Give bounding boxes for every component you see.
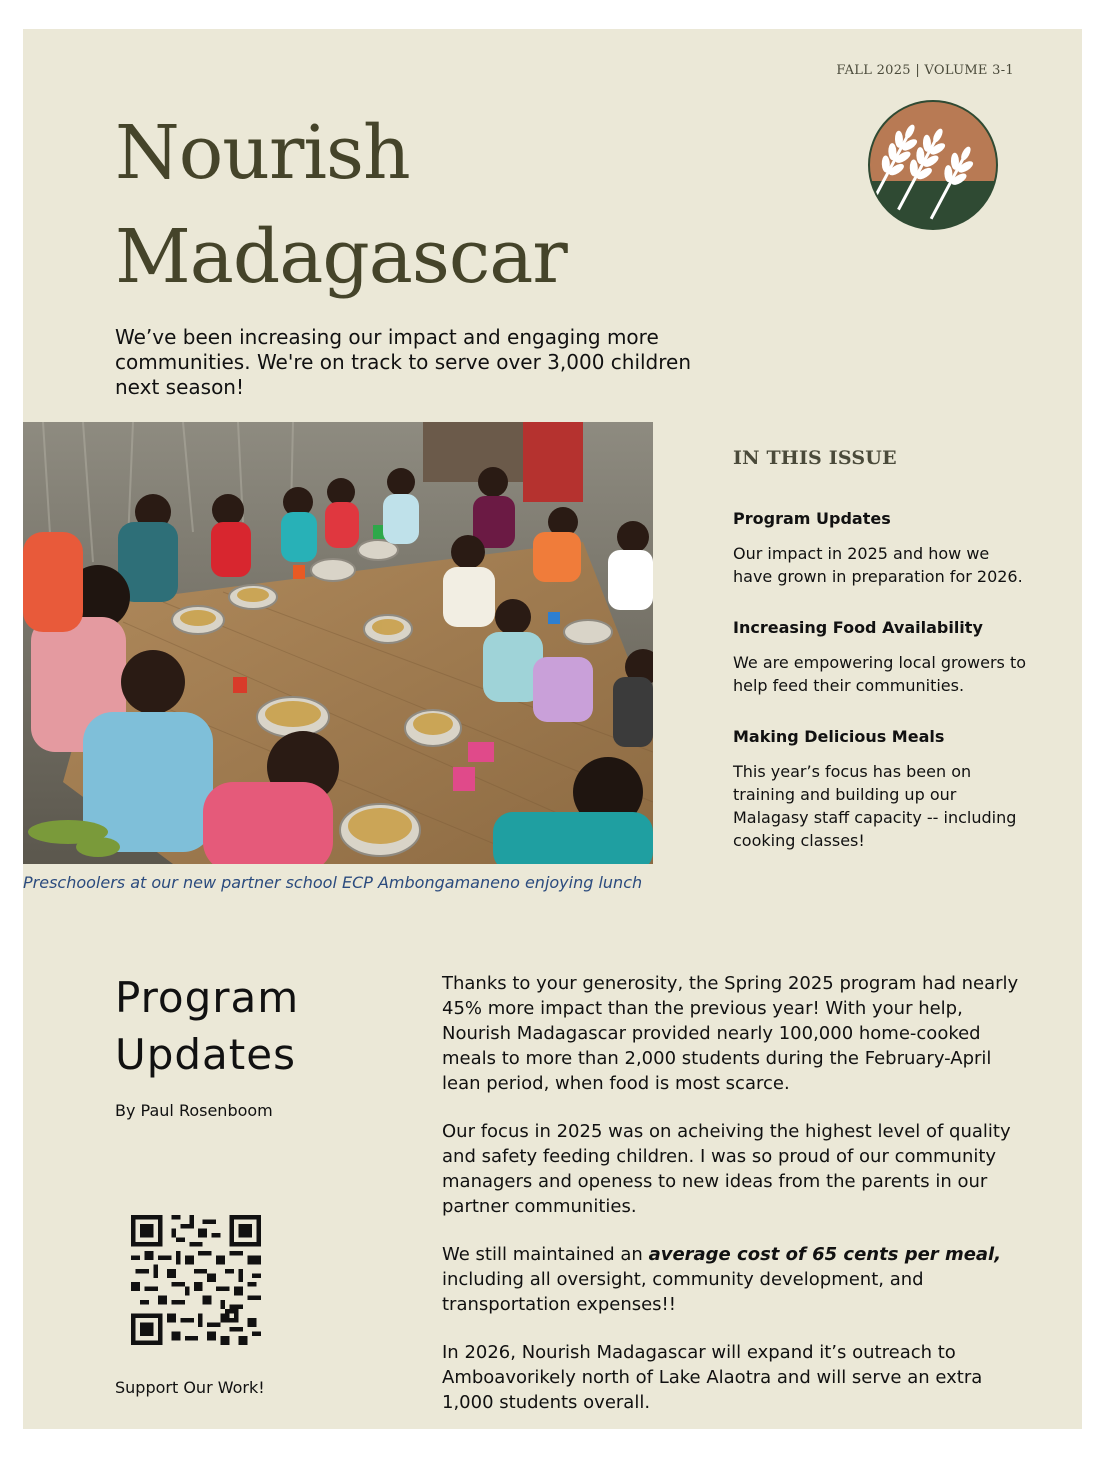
children-eating-photo	[23, 422, 653, 864]
title-line-1: Nourish	[115, 110, 410, 196]
cost-emphasis: average cost of 65 cents per meal,	[648, 1244, 1002, 1265]
toc-item-text: We are empowering local growers to help feed their communities.	[733, 653, 1027, 695]
article-paragraph-3	[442, 1242, 1032, 1317]
support-text: Support Our Work!	[115, 1378, 265, 1397]
toc-item	[733, 727, 1033, 852]
title-line-2: Madagascar	[115, 214, 567, 300]
toc-heading: IN THIS ISSUE	[733, 447, 897, 469]
article-paragraph-2: Our focus in 2025 was on acheiving the highest level of quality and safety feeding children. I was so proud of our community managers and openess to new ideas from the parents in our partner communities.	[442, 1121, 1011, 1217]
section-title-line-2: Updates	[115, 1030, 296, 1079]
newsletter-title	[115, 101, 567, 309]
article-p3-before: We still maintained an	[442, 1244, 649, 1265]
issue-line: FALL 2025 | VOLUME 3-1	[836, 63, 1014, 78]
intro-text: We’ve been increasing our impact and engaging more communities. We're on track to serve over 3,000 children next season!	[115, 325, 692, 399]
article-paragraph-4: In 2026, Nourish Madagascar will expand it’s outreach to Amboavorikely north of Lake Alaotra and will serve an extra 1,000 students overall.	[442, 1342, 983, 1413]
toc-item	[733, 618, 1033, 697]
toc-item-text: Our impact in 2025 and how we have grown in preparation for 2026.	[733, 544, 1023, 586]
section-title	[115, 969, 299, 1083]
toc-item-title: Program Updates	[733, 509, 891, 528]
article-p3-after: including all oversight, community development, and transportation expenses!!	[442, 1269, 924, 1315]
article-paragraph-1: Thanks to your generosity, the Spring 2025 program had nearly 45% more impact than the previous year! With your help, Nourish Madagascar provided nearly 100,000 home-cooked meals to more than 2,000 students during the February-April lean period, when food is most scarce.	[442, 973, 1019, 1094]
newsletter-page	[23, 29, 1082, 1429]
toc-item-title: Making Delicious Meals	[733, 727, 945, 746]
byline: By Paul Rosenboom	[115, 1101, 273, 1120]
article-body	[442, 971, 1032, 1438]
wheat-logo-icon	[866, 95, 1000, 235]
toc-item	[733, 509, 1033, 588]
photo-caption: Preschoolers at our new partner school ECP Ambongamaneno enjoying lunch	[23, 873, 643, 892]
toc-item-text: This year’s focus has been on training and building up our Malagasy staff capacity -- including cooking classes!	[733, 762, 1017, 850]
qr-code-icon[interactable]	[131, 1215, 261, 1345]
section-title-line-1: Program	[115, 973, 300, 1022]
in-this-issue	[733, 447, 1033, 882]
toc-item-title: Increasing Food Availability	[733, 618, 983, 637]
